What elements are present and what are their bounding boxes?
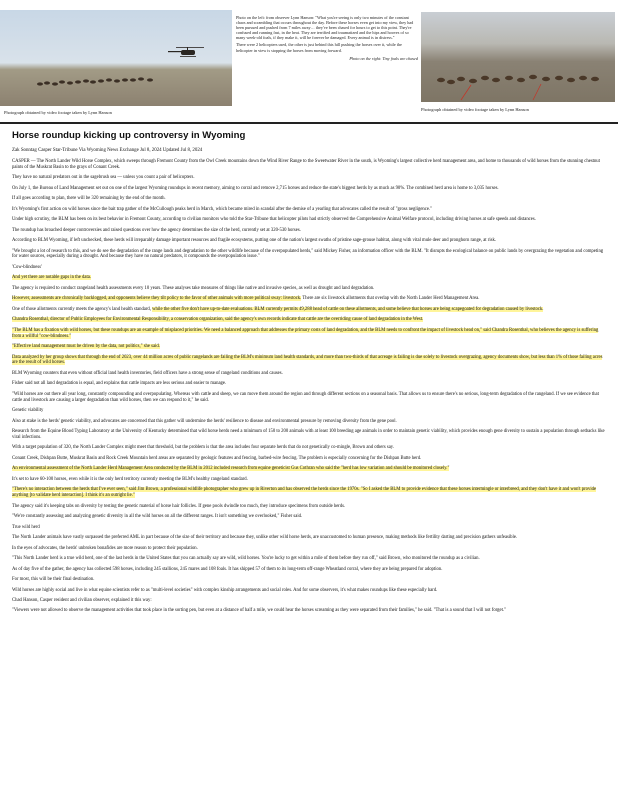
article-paragraph (12, 419, 608, 425)
article-paragraph (12, 556, 608, 562)
paragraph-text: "Wild horses are out there all year long, constantly compounding and overpopulating. Whereas with cattle and sheep, we can move them around the region and through different sections on a seasonal basis. That allows us to ensure there's no serious, long-term degradation of the rangeland. If we see evidence that cattle and livestock are causing a larger degradation than wild horses, then we can respond to it," he said. (12, 391, 599, 403)
paragraph-text: Wild horses are highly social and live in what equine scientists refer to as "multi-level societies" with complex kinship arrangements and social roles. And for some observers, it's what makes roundups like these especially hard. (12, 587, 438, 593)
paragraph-text: 'Cow-blindness' (12, 264, 42, 270)
highlighted-text: "There's no interaction between the herds that I've ever seen," said Jim Brown, a professional wildlife photographer who grew up in Riverton and has observed the herds since the 1970s. "So I asked the BLM to provide evidence that these horses intermingle or interbreed, and they don't have it and won't provide anything [to validate herd interaction]. I think it's an outright lie." (12, 487, 597, 499)
paragraph-text: The agency said it's keeping tabs on diversity by testing the genetic material of horse hair follicles. If gene pools dwindle too much, they introduce specimens from outside herds. (12, 503, 346, 509)
article-paragraph (12, 296, 608, 302)
article-paragraph (12, 392, 608, 404)
article-paragraph (12, 525, 608, 531)
article-paragraph (12, 608, 608, 614)
right-photo-caption: Photograph obtained by video footage taken by Lynn Hanson (421, 107, 529, 112)
right-photo-label: Photo on the right: Tiny foals are chased (349, 55, 418, 61)
paragraph-text: They have no natural predators out in the sagebrush sea — unless you count a pair of helicopters. (12, 175, 195, 181)
paragraph-text: "We brought a lot of research to this, and we do see the degradation of the range lands and degradation to the other wildlife because of the overpopulated herds," said Mickey Fisher, an information officer with the BLM. "It disrupts the ecological balance on public lands by overgrazing the vegetation and competing for water sources, especially during a drought. And because they have no natural predators, it compounds the overpopulation issue." (12, 248, 604, 260)
paragraph-text: With a target population of 320, the North Lander Complex might meet that threshold, but the problem is that the area includes four separate herds that do not genetically co-mingle, Brown and others say. (12, 445, 395, 451)
paragraph-text: "We're constantly assessing and analyzing genetic diversity in all the wild horses on all the different ranges. It isn't something we overlooked," Fisher said. (12, 514, 303, 520)
helicopter-roundup-photo (0, 10, 232, 106)
article-paragraph (12, 429, 608, 441)
paragraph-text: If all goes according to plan, there will be 320 remaining by the end of the month. (12, 196, 166, 202)
article-headline: Horse roundup kicking up controversy in Wyoming (12, 130, 246, 141)
paragraph-text: There are six livestock allotments that overlap with the North Lander Herd Management Area. (301, 296, 480, 302)
article-paragraph (12, 514, 608, 520)
article-paragraph (12, 196, 608, 202)
article-paragraph (12, 328, 608, 340)
highlighted-text: And yet there are notable gaps in the data. (12, 275, 92, 281)
photo-description-text: There were 2 helicopters used, the other is just behind this hill pushing the horses over it, while the helicopter in view is stopping the horses from moving forward. (236, 42, 402, 53)
article-body (12, 159, 608, 614)
article-paragraph (12, 546, 608, 552)
paragraph-text: BLM Wyoming counters that even without official land health inventories, field officers have a strong sense of rangeland conditions and causes. (12, 370, 283, 376)
article-paragraph (12, 307, 608, 313)
paragraph-text: "This North Lander herd is a true wild herd, one of the last herds in the United States that you can actually say are wild, wild horses. You're lucky to get within a mile of them before they run off," said Brown, who monitored the roundup as a civilian. (12, 556, 480, 562)
article-paragraph (12, 286, 608, 292)
article-paragraph (12, 249, 608, 261)
paragraph-text: It's Wyoming's first action on wild horses since the bait trap gather of the McCullough peaks herd in March, which became mired in scandal after the demise of a yearling that advocates called the result of "gross negligence." (12, 206, 432, 212)
article-paragraph (12, 477, 608, 483)
photo-description (236, 15, 418, 63)
paragraph-text: Under high scrutiny, the BLM has been on its best behavior in Fremont County, according to civilian monitors who told the Star-Tribune that helicopter pilots had strictly observed the Comprehensive Animal Welfare protocol, including driving horses at safe speeds and distances. (12, 217, 536, 223)
article-paragraph (12, 186, 608, 192)
paragraph-text: As of day five of the gather, the agency has collected 598 horses, including 245 stallions, 245 mares and 108 foals. It has shipped 57 of them to its long-term off-range Wheatland corral, where they are being prepared for adoption. (12, 566, 443, 572)
highlighted-text: An environmental assessment of the North Lander Herd Management Area conducted by the BLM in 2012 included research from equine geneticist Gus Cothran who said the "herd has low variation and should be monitored closely." (12, 466, 450, 472)
paragraph-text: The agency is required to conduct rangeland health assessments every 10 years. These analyses take measures of things like native and invasive species, as well as drought and land degradation. (12, 285, 375, 291)
paragraph-text: True wild herd (12, 524, 40, 530)
left-photo-caption: Photograph obtained by video footage taken by Lynn Hanson (4, 110, 112, 115)
article-paragraph (12, 159, 608, 171)
article-paragraph (12, 228, 608, 234)
paragraph-text: The North Lander animals have vastly surpassed the preferred AML in part because of the size of their territory and because they, unlike other wild horse herds, are unaccustomed to human presence, making methods like fertility darting and precision gathers unfeasible. (12, 535, 518, 541)
paragraph-text: CASPER — The North Lander Wild Horse Complex, which sweeps through Fremont County from the Owl Creek mountains down the Wind River Range to the Sweetwater River in the south, is Wyoming's largest collective herd management area, and home to thousands of wild horses from the stunning chestnut paints of the Muskrat Basin to the grays of Conant Creek. (12, 159, 600, 170)
article-paragraph (12, 265, 608, 271)
paragraph-text: On July 1, the Bureau of Land Management set out on one of the largest Wyoming roundups in recent memory, aiming to corral and remove 2,715 horses and reduce the state's biggest herds by as much as 90%. The combined herd area is home to 3,035 horses. (12, 185, 499, 191)
article-paragraph (12, 371, 608, 377)
paragraph-text: For most, this will be their final destination. (12, 577, 95, 583)
highlighted-text: However, assessments are chronically backlogged, and opponents believe they tilt policy to the favor of other animals with more political sway: livestock. (12, 296, 302, 302)
article-paragraph (12, 445, 608, 451)
article-paragraph (12, 275, 608, 281)
highlighted-text: "The BLM has a fixation with wild horses, but these roundups are an example of misplaced priorities. We need a balanced approach that addresses the primary costs of land degradation, and the BLM needs to confront the impact of livestock head on," said Chandra Rosenthal, who believes the agency is suffering from a willful "cow-blindness." (12, 327, 599, 339)
paragraph-text: Fisher said not all land degradation is equal, and explains that cattle impacts are less serious and easier to manage. (12, 381, 227, 387)
article-paragraph (12, 504, 608, 510)
foals-chased-photo (421, 12, 615, 102)
header-divider (0, 122, 618, 124)
article-paragraph (12, 408, 608, 414)
article-paragraph (12, 355, 608, 367)
paragraph-text: Chad Hanson, Casper resident and civilian observer, explained it this way: (12, 597, 152, 603)
article-paragraph (12, 567, 608, 573)
paragraph-text: According to BLM Wyoming, if left unchecked, these herds will irreparably damage important resources and fragile ecosystems, putting one of the nation's largest swaths of pristine sage-grouse habitat, along with vital mule deer and pronghorn range, at risk. (12, 238, 496, 244)
photo-header (0, 0, 618, 122)
article-paragraph (12, 381, 608, 387)
article-paragraph (12, 598, 608, 604)
paragraph-text: One of those allotments currently meets the agency's land health standard, (12, 306, 153, 312)
paragraph-text: The roundup has broached deeper controversies and raised questions over how the agency determines the size of the herd, currently set at 320-530 horses. (12, 227, 301, 233)
article-paragraph (12, 175, 608, 181)
paragraph-text: Genetic viability (12, 408, 44, 414)
article-paragraph (12, 456, 608, 462)
article-paragraph (12, 207, 608, 213)
article-paragraph (12, 217, 608, 223)
article-paragraph (12, 577, 608, 583)
article-paragraph (12, 535, 608, 541)
article-paragraph (12, 344, 608, 350)
highlighted-text: Chandra Rosenthal, director of Public Employees for Environmental Responsibility, a conservation organization, said the agency's own records indicate that cattle are the overriding cause of land degradation in the West. (12, 317, 424, 323)
article-byline: Zak Sonntag Casper Star-Tribune Via Wyoming News Exchange Jul 8, 2024 Updated Jul 8, 2024 (12, 148, 203, 153)
photo-description-text: Photo on the left: from observer Lynn Hanson: "What you're seeing is only two minutes of the constant chaos and scrambling that occurs throughout the day. Before these horses even get into my view, they had been pursued and pushed from 7 miles away… they've been chased for hours to get to this point. They're confused and running fast, in the heat. They are terrified and traumatized and the hips and hooves of so many week-old foals, if they make it, will be forever be damaged. Every animal is in distress." (236, 15, 414, 41)
article-paragraph (12, 588, 608, 594)
paragraph-text: "Viewers were not allowed to observe the management activities that took place in the sorting pen, but even at a distance of half a mile, we could hear the horses screaming as they were separated from their families," he said. "That is a sound that I will not forget." (12, 608, 506, 614)
article-paragraph (12, 238, 608, 244)
paragraph-text: Conant Creek, Dishpan Butte, Muskrat Basin and Rock Creek Mountain herd areas are separated by geologic features and fencing, barbed-wire fencing. The problem is especially concerning for the Dishpan Butte herd. (12, 455, 422, 461)
highlighted-text: Data analyzed by her group shows that through the end of 2023, over 44 million acres of public rangelands are failing the BLM's minimum land health standards, and more than two-thirds of that acreage is failing is due solely to livestock overgrazing, agency documents show, but less than 1% of those failing acres are the result of wild horses. (12, 354, 603, 366)
highlighted-text: "Effective land management must be driven by the data, not politics," she said. (12, 344, 160, 350)
article-paragraph (12, 466, 608, 472)
article-paragraph (12, 317, 608, 323)
article-paragraph (12, 487, 608, 499)
article (12, 130, 608, 619)
paragraph-text: Research from the Equine Blood Typing Laboratory at the University of Kentucky determined that wild horse herds need a minimum of 150 to 200 animals with at least 100 breeding age animals in order to maintain genetic viability, which provides enough gene diversity to sustain a population through setbacks like viral infections. (12, 429, 605, 440)
highlighted-text: while the other five don't have up-to-date evaluations. BLM currently permits 49,288 head of cattle on these allotments, and some believe that horses are being scapegoated for degradation caused by livestock. (152, 306, 544, 312)
paragraph-text: It's set to have 60-100 horses, even while it is the only herd territory currently meeting the BLM's healthy rangeland standard. (12, 476, 248, 482)
paragraph-text: Also at stake is the herds' genetic viability, and advocates are concerned that this gather will undermine the herds' resilience to disease and environmental pressure by removing diversity from the gene pool. (12, 418, 397, 424)
paragraph-text: In the eyes of advocates, the herds' unbroken bonafides are more reason to protect their population. (12, 545, 198, 551)
